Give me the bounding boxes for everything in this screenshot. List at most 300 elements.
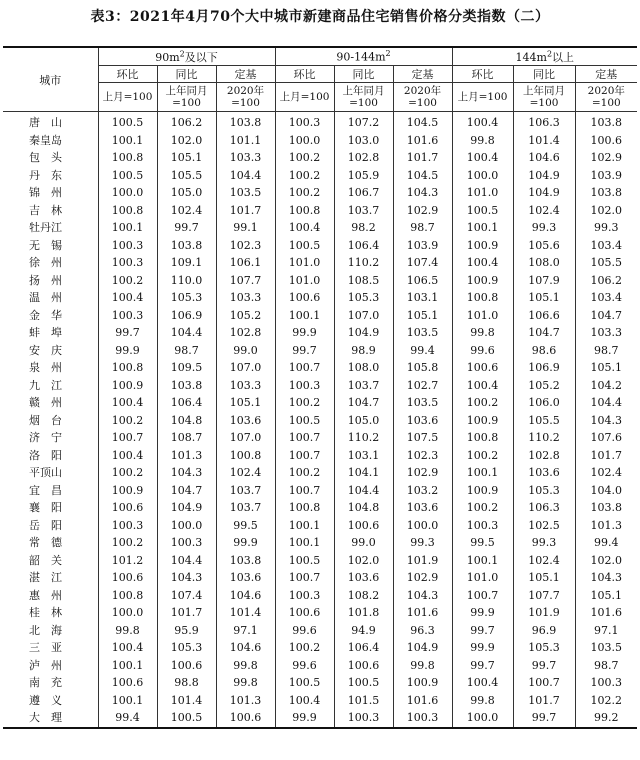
table-row <box>3 202 637 220</box>
index-value: 100.2 <box>98 534 157 552</box>
index-value: 99.8 <box>452 132 513 150</box>
base-header-line: =100 <box>591 97 621 109</box>
index-value: 100.9 <box>452 482 513 500</box>
index-value: 101.0 <box>275 254 334 272</box>
index-value: 100.3 <box>334 709 393 728</box>
index-value: 104.9 <box>334 324 393 342</box>
index-value: 102.4 <box>157 202 216 220</box>
index-value: 110.2 <box>334 429 393 447</box>
index-value: 101.5 <box>334 692 393 710</box>
index-value: 105.8 <box>393 359 452 377</box>
subheader-yoy: 同比 <box>157 66 216 83</box>
subheader-fixed-base: 定基 <box>575 66 637 83</box>
index-value: 99.9 <box>275 709 334 728</box>
index-value: 107.0 <box>216 359 275 377</box>
index-value: 100.3 <box>275 587 334 605</box>
index-value: 100.4 <box>98 447 157 465</box>
index-value: 99.8 <box>452 692 513 710</box>
table-row <box>3 272 637 290</box>
index-value: 105.9 <box>334 167 393 185</box>
index-value: 106.6 <box>513 307 575 325</box>
index-value: 106.9 <box>157 307 216 325</box>
index-value: 103.8 <box>575 112 637 132</box>
index-value: 102.8 <box>513 447 575 465</box>
index-value: 99.6 <box>275 622 334 640</box>
index-value: 100.3 <box>98 254 157 272</box>
base-header-mom <box>98 83 157 112</box>
base-header-line: =100 <box>408 97 437 109</box>
index-value: 105.1 <box>393 307 452 325</box>
index-value: 103.9 <box>575 167 637 185</box>
base-header-line: 上月=100 <box>102 91 153 103</box>
table-title: 表3：2021年4月70个大中城市新建商品住宅销售价格分类指数（二） <box>90 9 550 25</box>
base-header-line: 上月=100 <box>279 91 330 103</box>
base-header-mom <box>452 83 513 112</box>
table-row <box>3 412 637 430</box>
city-name: 丹 东 <box>3 167 98 185</box>
table-row <box>3 674 637 692</box>
index-value: 109.1 <box>157 254 216 272</box>
index-value: 99.9 <box>275 324 334 342</box>
index-value: 100.4 <box>275 692 334 710</box>
table-body <box>3 112 637 728</box>
index-value: 103.8 <box>575 499 637 517</box>
index-value: 99.4 <box>575 534 637 552</box>
index-value: 100.8 <box>275 499 334 517</box>
index-value: 104.3 <box>393 184 452 202</box>
index-value: 100.5 <box>98 167 157 185</box>
index-value: 103.6 <box>513 464 575 482</box>
index-value: 104.7 <box>513 324 575 342</box>
index-value: 103.2 <box>393 482 452 500</box>
index-value: 102.8 <box>216 324 275 342</box>
index-value: 102.2 <box>575 692 637 710</box>
table-row <box>3 569 637 587</box>
city-name: 泉 州 <box>3 359 98 377</box>
index-value: 104.4 <box>157 552 216 570</box>
base-header-line: =100 <box>349 97 378 109</box>
index-value: 94.9 <box>334 622 393 640</box>
index-value: 99.8 <box>452 324 513 342</box>
index-value: 100.7 <box>275 429 334 447</box>
index-value: 103.7 <box>216 499 275 517</box>
index-value: 107.2 <box>334 112 393 132</box>
index-value: 103.3 <box>575 324 637 342</box>
index-value: 105.5 <box>513 412 575 430</box>
city-name: 安 庆 <box>3 342 98 360</box>
index-value: 105.5 <box>575 254 637 272</box>
city-name: 吉 林 <box>3 202 98 220</box>
index-value: 104.3 <box>393 587 452 605</box>
index-value: 106.9 <box>513 359 575 377</box>
index-value: 99.7 <box>157 219 216 237</box>
index-value: 104.4 <box>334 482 393 500</box>
index-value: 100.4 <box>452 674 513 692</box>
index-value: 100.8 <box>98 202 157 220</box>
index-value: 100.6 <box>275 604 334 622</box>
city-name: 唐 山 <box>3 112 98 132</box>
index-value: 102.4 <box>513 552 575 570</box>
index-value: 96.9 <box>513 622 575 640</box>
index-value: 105.1 <box>575 359 637 377</box>
index-value: 104.5 <box>393 112 452 132</box>
index-value: 100.6 <box>98 674 157 692</box>
index-value: 100.9 <box>393 674 452 692</box>
index-value: 99.9 <box>452 604 513 622</box>
base-header-fixed-base <box>216 83 275 112</box>
index-value: 99.9 <box>452 639 513 657</box>
index-value: 106.4 <box>334 639 393 657</box>
index-value: 100.0 <box>157 517 216 535</box>
index-value: 101.7 <box>513 692 575 710</box>
city-name: 锦 州 <box>3 184 98 202</box>
index-value: 103.9 <box>393 237 452 255</box>
index-value: 101.1 <box>216 132 275 150</box>
index-value: 100.0 <box>98 604 157 622</box>
index-value: 98.8 <box>157 674 216 692</box>
base-header-line: =100 <box>529 97 559 109</box>
index-value: 102.5 <box>513 517 575 535</box>
index-value: 100.5 <box>334 674 393 692</box>
table-row <box>3 622 637 640</box>
index-value: 108.7 <box>157 429 216 447</box>
index-value: 107.4 <box>393 254 452 272</box>
index-value: 103.5 <box>575 639 637 657</box>
index-value: 101.0 <box>275 272 334 290</box>
index-value: 100.6 <box>334 517 393 535</box>
index-value: 100.2 <box>275 184 334 202</box>
index-value: 101.6 <box>393 604 452 622</box>
table-row <box>3 359 637 377</box>
index-value: 106.5 <box>393 272 452 290</box>
index-value: 101.6 <box>575 604 637 622</box>
city-name: 大 理 <box>3 709 98 728</box>
index-value: 105.1 <box>513 289 575 307</box>
index-value: 103.6 <box>216 412 275 430</box>
index-value: 100.5 <box>157 709 216 728</box>
index-value: 108.5 <box>334 272 393 290</box>
base-header-yoy <box>334 83 393 112</box>
index-value: 102.4 <box>216 464 275 482</box>
index-value: 100.3 <box>157 534 216 552</box>
index-value: 104.5 <box>393 167 452 185</box>
table-row <box>3 254 637 272</box>
subheader-fixed-base: 定基 <box>216 66 275 83</box>
index-value: 96.3 <box>393 622 452 640</box>
index-value: 108.0 <box>513 254 575 272</box>
base-header-mom <box>275 83 334 112</box>
index-value: 102.4 <box>575 464 637 482</box>
index-value: 103.5 <box>216 184 275 202</box>
index-value: 101.3 <box>157 447 216 465</box>
index-value: 100.1 <box>452 219 513 237</box>
base-header-line: 上年同月 <box>165 85 208 97</box>
index-value: 100.6 <box>452 359 513 377</box>
index-value: 107.7 <box>513 587 575 605</box>
index-value: 99.7 <box>452 622 513 640</box>
index-value: 100.4 <box>452 254 513 272</box>
table-row <box>3 657 637 675</box>
index-value: 99.7 <box>98 324 157 342</box>
index-value: 102.9 <box>393 202 452 220</box>
table-row <box>3 377 637 395</box>
index-value: 104.6 <box>216 587 275 605</box>
index-value: 105.3 <box>157 289 216 307</box>
index-value: 104.3 <box>157 569 216 587</box>
index-value: 104.3 <box>575 569 637 587</box>
base-header-line: =100 <box>231 97 260 109</box>
index-value: 100.7 <box>275 359 334 377</box>
index-value: 100.1 <box>98 692 157 710</box>
index-value: 103.7 <box>334 377 393 395</box>
index-value: 105.6 <box>513 237 575 255</box>
index-value: 103.1 <box>393 289 452 307</box>
index-value: 100.8 <box>216 447 275 465</box>
city-name: 桂 林 <box>3 604 98 622</box>
city-name: 包 头 <box>3 149 98 167</box>
index-value: 104.4 <box>157 324 216 342</box>
index-value: 100.4 <box>98 289 157 307</box>
index-value: 107.0 <box>334 307 393 325</box>
index-value: 100.9 <box>98 482 157 500</box>
index-value: 103.4 <box>575 289 637 307</box>
city-name: 无 锡 <box>3 237 98 255</box>
table-header <box>3 47 637 112</box>
subheader-mom: 环比 <box>98 66 157 83</box>
index-value: 105.3 <box>513 482 575 500</box>
index-value: 102.0 <box>575 552 637 570</box>
index-value: 100.8 <box>452 429 513 447</box>
index-value: 101.0 <box>452 184 513 202</box>
index-value: 100.3 <box>98 237 157 255</box>
index-value: 100.1 <box>452 552 513 570</box>
table-row <box>3 184 637 202</box>
table-row <box>3 167 637 185</box>
index-value: 100.5 <box>452 202 513 220</box>
index-value: 102.9 <box>393 569 452 587</box>
table-row <box>3 289 637 307</box>
index-value: 104.9 <box>393 639 452 657</box>
group-header-small: $90m^2$及以下 <box>98 47 275 66</box>
index-value: 101.6 <box>393 692 452 710</box>
index-value: 100.7 <box>275 569 334 587</box>
table-row <box>3 307 637 325</box>
index-value: 100.7 <box>513 674 575 692</box>
index-value: 103.3 <box>216 149 275 167</box>
index-value: 98.7 <box>575 342 637 360</box>
index-value: 100.7 <box>98 429 157 447</box>
table-row <box>3 692 637 710</box>
index-value: 103.3 <box>216 289 275 307</box>
index-value: 100.3 <box>393 709 452 728</box>
index-value: 100.1 <box>98 657 157 675</box>
city-name: 南 充 <box>3 674 98 692</box>
index-value: 100.1 <box>275 307 334 325</box>
index-value: 99.5 <box>216 517 275 535</box>
index-value: 99.8 <box>98 622 157 640</box>
index-value: 100.2 <box>98 272 157 290</box>
index-value: 100.0 <box>275 132 334 150</box>
city-name: 襄 阳 <box>3 499 98 517</box>
index-value: 100.6 <box>275 289 334 307</box>
table-row <box>3 112 637 132</box>
index-value: 100.9 <box>452 412 513 430</box>
index-value: 100.7 <box>275 447 334 465</box>
city-name: 宜 昌 <box>3 482 98 500</box>
index-value: 109.5 <box>157 359 216 377</box>
table-row <box>3 482 637 500</box>
index-value: 100.5 <box>275 674 334 692</box>
index-value: 100.8 <box>98 149 157 167</box>
index-value: 97.1 <box>575 622 637 640</box>
index-value: 101.3 <box>575 517 637 535</box>
index-value: 106.1 <box>216 254 275 272</box>
index-value: 99.9 <box>98 342 157 360</box>
index-value: 100.2 <box>275 639 334 657</box>
index-value: 102.0 <box>334 552 393 570</box>
index-value: 106.7 <box>334 184 393 202</box>
index-value: 100.6 <box>334 657 393 675</box>
base-header-line: 上年同月 <box>342 85 385 97</box>
index-value: 99.6 <box>275 657 334 675</box>
index-value: 99.0 <box>334 534 393 552</box>
index-value: 101.7 <box>393 149 452 167</box>
index-value: 100.3 <box>98 307 157 325</box>
index-value: 103.5 <box>393 324 452 342</box>
index-value: 106.2 <box>157 112 216 132</box>
subheader-yoy: 同比 <box>334 66 393 83</box>
city-name: 三 亚 <box>3 639 98 657</box>
index-value: 103.6 <box>216 569 275 587</box>
index-value: 103.6 <box>334 569 393 587</box>
city-name: 赣 州 <box>3 394 98 412</box>
table-row <box>3 219 637 237</box>
table-row <box>3 149 637 167</box>
table-row <box>3 517 637 535</box>
index-value: 108.2 <box>334 587 393 605</box>
city-name: 泸 州 <box>3 657 98 675</box>
index-value: 106.3 <box>513 112 575 132</box>
table-row <box>3 639 637 657</box>
index-value: 103.8 <box>157 377 216 395</box>
city-name: 烟 台 <box>3 412 98 430</box>
index-value: 101.6 <box>393 132 452 150</box>
index-value: 99.8 <box>216 657 275 675</box>
index-value: 110.0 <box>157 272 216 290</box>
index-value: 101.7 <box>216 202 275 220</box>
city-name: 九 江 <box>3 377 98 395</box>
city-name: 徐 州 <box>3 254 98 272</box>
index-value: 104.1 <box>334 464 393 482</box>
index-value: 107.4 <box>157 587 216 605</box>
index-value: 104.7 <box>575 307 637 325</box>
city-name: 济 宁 <box>3 429 98 447</box>
index-value: 107.5 <box>393 429 452 447</box>
index-value: 100.1 <box>452 464 513 482</box>
index-value: 100.9 <box>452 272 513 290</box>
index-value: 101.4 <box>157 692 216 710</box>
index-value: 103.5 <box>393 394 452 412</box>
index-value: 103.8 <box>216 552 275 570</box>
index-value: 103.7 <box>334 202 393 220</box>
city-name: 韶 关 <box>3 552 98 570</box>
city-name: 遵 义 <box>3 692 98 710</box>
index-value: 100.1 <box>275 517 334 535</box>
index-value: 104.2 <box>575 377 637 395</box>
index-value: 103.1 <box>334 447 393 465</box>
city-name: 金 华 <box>3 307 98 325</box>
table-row <box>3 447 637 465</box>
city-name: 牡丹江 <box>3 219 98 237</box>
table-row <box>3 587 637 605</box>
index-value: 99.6 <box>452 342 513 360</box>
index-value: 101.4 <box>216 604 275 622</box>
index-value: 99.1 <box>216 219 275 237</box>
index-value: 102.8 <box>334 149 393 167</box>
index-value: 105.1 <box>513 569 575 587</box>
index-value: 105.3 <box>513 639 575 657</box>
subheader-yoy: 同比 <box>513 66 575 83</box>
city-name: 温 州 <box>3 289 98 307</box>
index-value: 98.7 <box>575 657 637 675</box>
index-value: 99.7 <box>513 709 575 728</box>
index-value: 105.1 <box>216 394 275 412</box>
index-value: 99.3 <box>393 534 452 552</box>
index-value: 98.6 <box>513 342 575 360</box>
index-value: 104.9 <box>513 167 575 185</box>
index-value: 100.8 <box>275 202 334 220</box>
base-header-line: 2020年 <box>226 85 265 97</box>
index-value: 100.5 <box>98 112 157 132</box>
index-value: 107.9 <box>513 272 575 290</box>
index-value: 104.8 <box>334 499 393 517</box>
table-row <box>3 237 637 255</box>
city-column-header: 城市 <box>3 47 98 112</box>
city-name: 扬 州 <box>3 272 98 290</box>
index-value: 102.0 <box>575 202 637 220</box>
index-value: 99.8 <box>216 674 275 692</box>
index-value: 100.3 <box>575 674 637 692</box>
index-value: 100.9 <box>98 377 157 395</box>
index-value: 106.3 <box>513 499 575 517</box>
table-row <box>3 464 637 482</box>
index-value: 101.9 <box>393 552 452 570</box>
index-value: 103.6 <box>393 499 452 517</box>
index-value: 100.5 <box>275 412 334 430</box>
index-value: 100.1 <box>98 219 157 237</box>
index-value: 100.4 <box>275 219 334 237</box>
base-header-fixed-base <box>393 83 452 112</box>
index-value: 106.0 <box>513 394 575 412</box>
city-name: 常 德 <box>3 534 98 552</box>
index-value: 100.2 <box>452 394 513 412</box>
index-value: 105.1 <box>575 587 637 605</box>
index-value: 100.0 <box>98 184 157 202</box>
index-value: 100.9 <box>452 237 513 255</box>
index-value: 100.0 <box>452 709 513 728</box>
index-value: 100.8 <box>452 289 513 307</box>
table-row <box>3 394 637 412</box>
index-value: 100.3 <box>275 377 334 395</box>
index-value: 100.6 <box>98 499 157 517</box>
index-value: 101.7 <box>575 447 637 465</box>
index-value: 100.3 <box>275 112 334 132</box>
index-value: 101.0 <box>452 307 513 325</box>
index-value: 99.7 <box>513 657 575 675</box>
index-value: 99.3 <box>513 534 575 552</box>
index-value: 100.2 <box>452 447 513 465</box>
index-value: 98.7 <box>393 219 452 237</box>
